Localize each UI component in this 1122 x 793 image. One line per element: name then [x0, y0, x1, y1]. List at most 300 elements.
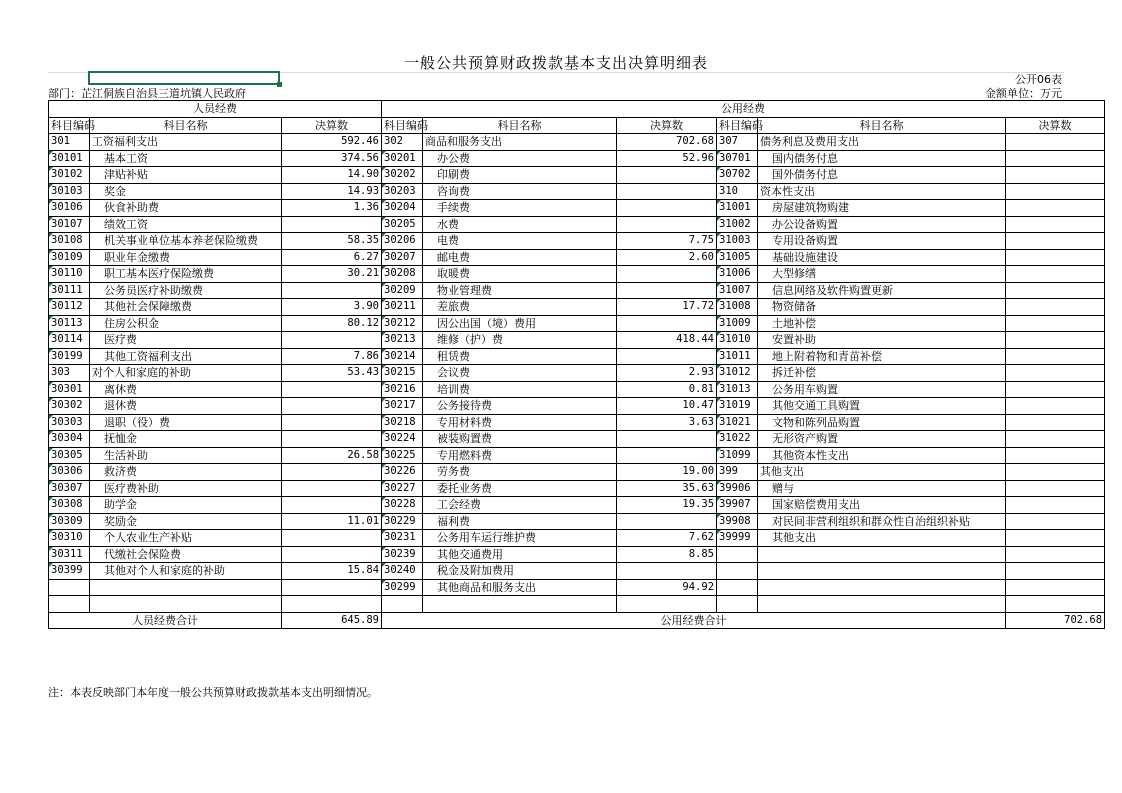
personnel-amount-cell[interactable] — [282, 464, 382, 481]
public-b-name-cell[interactable]: 资本性支出 — [758, 183, 1006, 200]
personnel-total-amount[interactable]: 645.89 — [282, 612, 382, 629]
personnel-code-cell[interactable] — [49, 579, 90, 596]
public-b-amount-cell[interactable] — [1006, 348, 1105, 365]
public-a-name-cell[interactable]: 公务用车运行维护费 — [423, 530, 617, 547]
public-b-name-cell[interactable]: 公务用车购置 — [758, 381, 1006, 398]
personnel-code-cell[interactable]: 30112 — [49, 299, 90, 316]
public-a-name-cell[interactable]: 取暖费 — [423, 266, 617, 283]
col-header-name: 科目名称 — [423, 117, 617, 134]
public-b-amount-cell[interactable] — [1006, 398, 1105, 415]
personnel-code-cell[interactable]: 30307 — [49, 480, 90, 497]
public-b-code-cell[interactable]: 307 — [717, 134, 758, 151]
personnel-name-cell[interactable]: 职业年金缴费 — [90, 249, 282, 266]
public-a-name-cell[interactable]: 其他商品和服务支出 — [423, 579, 617, 596]
public-a-amount-cell[interactable] — [617, 348, 717, 365]
public-a-amount-cell[interactable]: 8.85 — [617, 546, 717, 563]
public-b-name-cell[interactable]: 其他资本性支出 — [758, 447, 1006, 464]
table-row — [49, 596, 1105, 613]
personnel-code-cell[interactable]: 30113 — [49, 315, 90, 332]
public-a-code-cell[interactable]: 30212 — [382, 315, 423, 332]
public-a-code-cell[interactable]: 30228 — [382, 497, 423, 514]
personnel-code-cell[interactable]: 30102 — [49, 167, 90, 184]
public-b-amount-cell[interactable] — [1006, 480, 1105, 497]
public-b-amount-cell[interactable] — [1006, 596, 1105, 613]
personnel-code-cell[interactable]: 30308 — [49, 497, 90, 514]
public-a-amount-cell[interactable]: 19.00 — [617, 464, 717, 481]
public-a-amount-cell[interactable] — [617, 216, 717, 233]
public-a-name-cell[interactable]: 租赁费 — [423, 348, 617, 365]
public-b-name-cell[interactable]: 基础设施建设 — [758, 249, 1006, 266]
public-a-code-cell[interactable]: 30211 — [382, 299, 423, 316]
personnel-name-cell[interactable]: 津贴补贴 — [90, 167, 282, 184]
public-b-code-cell[interactable]: 31099 — [717, 447, 758, 464]
public-a-code-cell[interactable]: 30217 — [382, 398, 423, 415]
public-a-name-cell[interactable]: 其他交通费用 — [423, 546, 617, 563]
personnel-amount-cell[interactable] — [282, 530, 382, 547]
personnel-code-cell[interactable]: 30101 — [49, 150, 90, 167]
table-row — [49, 167, 1105, 184]
public-b-name-cell[interactable]: 国外债务付息 — [758, 167, 1006, 184]
public-a-amount-cell[interactable] — [617, 596, 717, 613]
personnel-code-cell[interactable]: 30399 — [49, 563, 90, 580]
public-a-name-cell[interactable]: 维修（护）费 — [423, 332, 617, 349]
public-a-name-cell[interactable]: 公务接待费 — [423, 398, 617, 415]
public-b-name-cell[interactable] — [758, 546, 1006, 563]
public-a-code-cell[interactable] — [382, 596, 423, 613]
personnel-amount-cell[interactable]: 30.21 — [282, 266, 382, 283]
personnel-code-cell[interactable]: 30103 — [49, 183, 90, 200]
personnel-name-cell[interactable]: 职工基本医疗保险缴费 — [90, 266, 282, 283]
table-row — [49, 365, 1105, 382]
personnel-amount-cell[interactable]: 14.93 — [282, 183, 382, 200]
personnel-amount-cell[interactable]: 14.90 — [282, 167, 382, 184]
public-a-amount-cell[interactable] — [617, 315, 717, 332]
public-b-name-cell[interactable]: 办公设备购置 — [758, 216, 1006, 233]
public-a-code-cell[interactable]: 30299 — [382, 579, 423, 596]
personnel-code-cell[interactable]: 30301 — [49, 381, 90, 398]
public-a-code-cell[interactable]: 30206 — [382, 233, 423, 250]
public-a-amount-cell[interactable]: 2.93 — [617, 365, 717, 382]
public-b-amount-cell[interactable] — [1006, 497, 1105, 514]
public-b-code-cell[interactable]: 39907 — [717, 497, 758, 514]
public-total-amount[interactable]: 702.68 — [1006, 612, 1105, 629]
public-a-amount-cell[interactable]: 702.68 — [617, 134, 717, 151]
public-total-label: 公用经费合计 — [382, 612, 1006, 629]
personnel-name-cell[interactable]: 住房公积金 — [90, 315, 282, 332]
public-a-amount-cell[interactable] — [617, 563, 717, 580]
public-b-code-cell[interactable]: 30701 — [717, 150, 758, 167]
public-b-name-cell[interactable]: 国内债务付息 — [758, 150, 1006, 167]
public-a-amount-cell[interactable] — [617, 183, 717, 200]
table-row — [49, 579, 1105, 596]
public-a-amount-cell[interactable]: 94.92 — [617, 579, 717, 596]
public-a-name-cell[interactable]: 电费 — [423, 233, 617, 250]
public-b-amount-cell[interactable] — [1006, 563, 1105, 580]
personnel-code-cell[interactable]: 30304 — [49, 431, 90, 448]
public-b-name-cell[interactable]: 其他交通工具购置 — [758, 398, 1006, 415]
public-b-name-cell[interactable]: 信息网络及软件购置更新 — [758, 282, 1006, 299]
public-a-name-cell[interactable]: 被装购置费 — [423, 431, 617, 448]
table-row — [49, 513, 1105, 530]
table-row — [49, 497, 1105, 514]
public-a-amount-cell[interactable]: 418.44 — [617, 332, 717, 349]
personnel-name-cell[interactable]: 医疗费补助 — [90, 480, 282, 497]
personnel-code-cell[interactable]: 301 — [49, 134, 90, 151]
personnel-code-cell[interactable]: 30110 — [49, 266, 90, 283]
personnel-name-cell[interactable]: 其他对个人和家庭的补助 — [90, 563, 282, 580]
public-a-name-cell[interactable]: 咨询费 — [423, 183, 617, 200]
personnel-name-cell[interactable]: 抚恤金 — [90, 431, 282, 448]
table-number: 公开06表 — [1015, 73, 1062, 86]
personnel-name-cell[interactable]: 个人农业生产补贴 — [90, 530, 282, 547]
public-a-name-cell[interactable]: 专用燃料费 — [423, 447, 617, 464]
public-b-amount-cell[interactable] — [1006, 249, 1105, 266]
table-row — [49, 332, 1105, 349]
personnel-amount-cell[interactable]: 3.90 — [282, 299, 382, 316]
public-b-amount-cell[interactable] — [1006, 464, 1105, 481]
personnel-name-cell[interactable]: 其他社会保障缴费 — [90, 299, 282, 316]
public-b-amount-cell[interactable] — [1006, 431, 1105, 448]
public-b-name-cell[interactable]: 物资储备 — [758, 299, 1006, 316]
public-a-code-cell[interactable]: 302 — [382, 134, 423, 151]
public-a-code-cell[interactable]: 30218 — [382, 414, 423, 431]
col-header-amount: 决算数 — [282, 117, 382, 134]
public-b-amount-cell[interactable] — [1006, 315, 1105, 332]
public-b-name-cell[interactable]: 对民间非营利组织和群众性自治组织补贴 — [758, 513, 1006, 530]
public-a-code-cell[interactable]: 30207 — [382, 249, 423, 266]
public-b-name-cell[interactable]: 债务利息及费用支出 — [758, 134, 1006, 151]
table-row — [49, 414, 1105, 431]
public-a-code-cell[interactable]: 30201 — [382, 150, 423, 167]
public-b-name-cell[interactable]: 文物和陈列品购置 — [758, 414, 1006, 431]
public-b-amount-cell[interactable] — [1006, 233, 1105, 250]
personnel-amount-cell[interactable]: 58.35 — [282, 233, 382, 250]
public-b-code-cell[interactable]: 31001 — [717, 200, 758, 217]
totals-row — [49, 612, 1105, 629]
personnel-amount-cell[interactable]: 374.56 — [282, 150, 382, 167]
public-a-name-cell[interactable]: 办公费 — [423, 150, 617, 167]
public-a-name-cell[interactable]: 工会经费 — [423, 497, 617, 514]
personnel-amount-cell[interactable] — [282, 332, 382, 349]
public-a-code-cell[interactable]: 30215 — [382, 365, 423, 382]
public-b-name-cell[interactable]: 房屋建筑物购建 — [758, 200, 1006, 217]
public-b-name-cell[interactable]: 大型修缮 — [758, 266, 1006, 283]
public-a-code-cell[interactable]: 30240 — [382, 563, 423, 580]
table-number-row — [48, 73, 1064, 86]
personnel-amount-cell[interactable] — [282, 546, 382, 563]
public-b-code-cell[interactable] — [717, 563, 758, 580]
personnel-code-cell[interactable]: 30199 — [49, 348, 90, 365]
public-b-code-cell[interactable]: 31019 — [717, 398, 758, 415]
public-a-amount-cell[interactable]: 7.75 — [617, 233, 717, 250]
public-a-amount-cell[interactable]: 7.62 — [617, 530, 717, 547]
public-b-amount-cell[interactable] — [1006, 167, 1105, 184]
personnel-name-cell[interactable]: 救济费 — [90, 464, 282, 481]
personnel-amount-cell[interactable]: 1.36 — [282, 200, 382, 217]
public-a-name-cell[interactable]: 福利费 — [423, 513, 617, 530]
public-a-amount-cell[interactable]: 17.72 — [617, 299, 717, 316]
public-b-code-cell[interactable]: 31021 — [717, 414, 758, 431]
personnel-name-cell[interactable]: 其他工资福利支出 — [90, 348, 282, 365]
table-row — [49, 200, 1105, 217]
public-b-code-cell[interactable]: 31009 — [717, 315, 758, 332]
public-a-amount-cell[interactable]: 52.96 — [617, 150, 717, 167]
public-a-code-cell[interactable]: 30202 — [382, 167, 423, 184]
personnel-code-cell[interactable]: 30109 — [49, 249, 90, 266]
table-row — [49, 249, 1105, 266]
personnel-name-cell[interactable]: 退职（役）费 — [90, 414, 282, 431]
personnel-amount-cell[interactable] — [282, 431, 382, 448]
public-a-name-cell[interactable]: 印刷费 — [423, 167, 617, 184]
public-a-name-cell[interactable] — [423, 596, 617, 613]
public-a-name-cell[interactable]: 差旅费 — [423, 299, 617, 316]
personnel-code-cell[interactable]: 30305 — [49, 447, 90, 464]
public-b-code-cell[interactable] — [717, 596, 758, 613]
personnel-code-cell[interactable]: 30111 — [49, 282, 90, 299]
public-a-code-cell[interactable]: 30209 — [382, 282, 423, 299]
public-a-name-cell[interactable]: 会议费 — [423, 365, 617, 382]
personnel-amount-cell[interactable] — [282, 596, 382, 613]
public-b-amount-cell[interactable] — [1006, 200, 1105, 217]
personnel-name-cell[interactable]: 奖金 — [90, 183, 282, 200]
public-b-name-cell[interactable]: 地上附着物和青苗补偿 — [758, 348, 1006, 365]
col-header-code: 科目编码 — [717, 117, 758, 134]
public-b-amount-cell[interactable] — [1006, 266, 1105, 283]
public-a-name-cell[interactable]: 专用材料费 — [423, 414, 617, 431]
table-row — [49, 299, 1105, 316]
public-b-amount-cell[interactable] — [1006, 134, 1105, 151]
public-b-code-cell[interactable]: 31005 — [717, 249, 758, 266]
public-a-code-cell[interactable]: 30231 — [382, 530, 423, 547]
public-b-name-cell[interactable]: 土地补偿 — [758, 315, 1006, 332]
personnel-name-cell[interactable]: 公务员医疗补助缴费 — [90, 282, 282, 299]
public-a-code-cell[interactable]: 30216 — [382, 381, 423, 398]
personnel-name-cell[interactable]: 奖励金 — [90, 513, 282, 530]
public-a-amount-cell[interactable]: 19.35 — [617, 497, 717, 514]
personnel-amount-cell[interactable]: 7.86 — [282, 348, 382, 365]
public-a-amount-cell[interactable] — [617, 266, 717, 283]
table-row — [49, 530, 1105, 547]
personnel-amount-cell[interactable]: 592.46 — [282, 134, 382, 151]
personnel-name-cell[interactable]: 助学金 — [90, 497, 282, 514]
public-b-code-cell[interactable]: 39908 — [717, 513, 758, 530]
personnel-code-cell[interactable]: 30108 — [49, 233, 90, 250]
public-b-code-cell[interactable]: 31002 — [717, 216, 758, 233]
personnel-amount-cell[interactable]: 6.27 — [282, 249, 382, 266]
public-a-name-cell[interactable]: 手续费 — [423, 200, 617, 217]
personnel-code-cell[interactable]: 30311 — [49, 546, 90, 563]
public-a-amount-cell[interactable] — [617, 513, 717, 530]
personnel-name-cell[interactable]: 对个人和家庭的补助 — [90, 365, 282, 382]
public-b-code-cell[interactable]: 399 — [717, 464, 758, 481]
personnel-amount-cell[interactable]: 11.01 — [282, 513, 382, 530]
public-a-name-cell[interactable]: 邮电费 — [423, 249, 617, 266]
table-body — [49, 134, 1105, 613]
table-row — [49, 381, 1105, 398]
public-b-code-cell[interactable]: 30702 — [717, 167, 758, 184]
public-a-name-cell[interactable]: 培训费 — [423, 381, 617, 398]
table-row — [49, 134, 1105, 151]
report-title: 一般公共预算财政拨款基本支出决算明细表 — [403, 54, 708, 72]
personnel-amount-cell[interactable] — [282, 216, 382, 233]
personnel-amount-cell[interactable] — [282, 579, 382, 596]
public-b-code-cell[interactable]: 31008 — [717, 299, 758, 316]
public-a-amount-cell[interactable] — [617, 431, 717, 448]
personnel-name-cell[interactable]: 绩效工资 — [90, 216, 282, 233]
public-a-name-cell[interactable]: 劳务费 — [423, 464, 617, 481]
public-b-code-cell[interactable]: 31013 — [717, 381, 758, 398]
table-row — [49, 546, 1105, 563]
personnel-name-cell[interactable]: 医疗费 — [90, 332, 282, 349]
col-header-name: 科目名称 — [90, 117, 282, 134]
personnel-total-label: 人员经费合计 — [49, 612, 282, 629]
col-header-code: 科目编码 — [49, 117, 90, 134]
public-b-name-cell[interactable]: 拆迁补偿 — [758, 365, 1006, 382]
personnel-amount-cell[interactable]: 80.12 — [282, 315, 382, 332]
public-a-code-cell[interactable]: 30225 — [382, 447, 423, 464]
public-b-code-cell[interactable]: 31012 — [717, 365, 758, 382]
public-b-code-cell[interactable]: 31006 — [717, 266, 758, 283]
public-b-name-cell[interactable] — [758, 579, 1006, 596]
public-b-name-cell[interactable] — [758, 596, 1006, 613]
public-a-code-cell[interactable]: 30239 — [382, 546, 423, 563]
public-b-amount-cell[interactable] — [1006, 414, 1105, 431]
table-row — [49, 348, 1105, 365]
public-a-amount-cell[interactable]: 3.63 — [617, 414, 717, 431]
personnel-amount-cell[interactable]: 53.43 — [282, 365, 382, 382]
personnel-code-cell[interactable]: 30114 — [49, 332, 90, 349]
public-a-amount-cell[interactable] — [617, 447, 717, 464]
public-a-code-cell[interactable]: 30224 — [382, 431, 423, 448]
public-b-name-cell[interactable]: 国家赔偿费用支出 — [758, 497, 1006, 514]
public-a-amount-cell[interactable]: 35.63 — [617, 480, 717, 497]
table-row — [49, 431, 1105, 448]
personnel-name-cell[interactable] — [90, 579, 282, 596]
public-b-code-cell[interactable]: 39999 — [717, 530, 758, 547]
public-a-name-cell[interactable]: 因公出国（境）费用 — [423, 315, 617, 332]
public-a-code-cell[interactable]: 30208 — [382, 266, 423, 283]
personnel-code-cell[interactable]: 30302 — [49, 398, 90, 415]
public-a-amount-cell[interactable] — [617, 167, 717, 184]
public-b-code-cell[interactable]: 31011 — [717, 348, 758, 365]
personnel-name-cell[interactable]: 生活补助 — [90, 447, 282, 464]
public-b-code-cell[interactable]: 31007 — [717, 282, 758, 299]
public-a-code-cell[interactable]: 30229 — [382, 513, 423, 530]
table-row — [49, 183, 1105, 200]
public-a-amount-cell[interactable]: 10.47 — [617, 398, 717, 415]
personnel-code-cell[interactable]: 30306 — [49, 464, 90, 481]
public-b-code-cell[interactable]: 31010 — [717, 332, 758, 349]
public-b-amount-cell[interactable] — [1006, 530, 1105, 547]
personnel-code-cell[interactable]: 30310 — [49, 530, 90, 547]
personnel-code-cell[interactable]: 30303 — [49, 414, 90, 431]
public-b-amount-cell[interactable] — [1006, 183, 1105, 200]
public-b-name-cell[interactable]: 专用设备购置 — [758, 233, 1006, 250]
public-b-name-cell[interactable]: 赠与 — [758, 480, 1006, 497]
public-b-name-cell[interactable] — [758, 563, 1006, 580]
public-b-name-cell[interactable]: 安置补助 — [758, 332, 1006, 349]
personnel-name-cell[interactable]: 工资福利支出 — [90, 134, 282, 151]
public-b-amount-cell[interactable] — [1006, 546, 1105, 563]
table-row — [49, 398, 1105, 415]
personnel-code-cell[interactable]: 30107 — [49, 216, 90, 233]
personnel-name-cell[interactable]: 伙食补助费 — [90, 200, 282, 217]
public-a-code-cell[interactable]: 30203 — [382, 183, 423, 200]
public-b-name-cell[interactable]: 其他支出 — [758, 530, 1006, 547]
public-b-code-cell[interactable] — [717, 579, 758, 596]
public-a-amount-cell[interactable] — [617, 282, 717, 299]
public-b-amount-cell[interactable] — [1006, 282, 1105, 299]
public-a-amount-cell[interactable] — [617, 200, 717, 217]
public-a-name-cell[interactable]: 物业管理费 — [423, 282, 617, 299]
personnel-name-cell[interactable]: 离休费 — [90, 381, 282, 398]
public-b-amount-cell[interactable] — [1006, 447, 1105, 464]
public-b-amount-cell[interactable] — [1006, 365, 1105, 382]
personnel-name-cell[interactable]: 机关事业单位基本养老保险缴费 — [90, 233, 282, 250]
personnel-amount-cell[interactable] — [282, 497, 382, 514]
personnel-name-cell[interactable]: 代缴社会保险费 — [90, 546, 282, 563]
public-b-code-cell[interactable] — [717, 546, 758, 563]
public-b-name-cell[interactable]: 其他支出 — [758, 464, 1006, 481]
public-a-code-cell[interactable]: 30226 — [382, 464, 423, 481]
personnel-amount-cell[interactable] — [282, 414, 382, 431]
public-b-amount-cell[interactable] — [1006, 579, 1105, 596]
public-a-name-cell[interactable]: 商品和服务支出 — [423, 134, 617, 151]
public-a-code-cell[interactable]: 30227 — [382, 480, 423, 497]
table-row — [49, 315, 1105, 332]
personnel-code-cell[interactable]: 30309 — [49, 513, 90, 530]
personnel-name-cell[interactable] — [90, 596, 282, 613]
public-b-amount-cell[interactable] — [1006, 381, 1105, 398]
personnel-name-cell[interactable]: 退休费 — [90, 398, 282, 415]
personnel-code-cell[interactable] — [49, 596, 90, 613]
personnel-amount-cell[interactable] — [282, 480, 382, 497]
personnel-amount-cell[interactable]: 26.58 — [282, 447, 382, 464]
department-row — [48, 87, 1064, 100]
personnel-code-cell[interactable]: 30106 — [49, 200, 90, 217]
public-a-name-cell[interactable]: 水费 — [423, 216, 617, 233]
personnel-name-cell[interactable]: 基本工资 — [90, 150, 282, 167]
public-a-name-cell[interactable]: 税金及附加费用 — [423, 563, 617, 580]
public-b-amount-cell[interactable] — [1006, 513, 1105, 530]
public-b-name-cell[interactable]: 无形资产购置 — [758, 431, 1006, 448]
public-a-amount-cell[interactable]: 0.81 — [617, 381, 717, 398]
personnel-amount-cell[interactable] — [282, 398, 382, 415]
public-a-code-cell[interactable]: 30213 — [382, 332, 423, 349]
personnel-amount-cell[interactable] — [282, 282, 382, 299]
public-b-amount-cell[interactable] — [1006, 299, 1105, 316]
table-row — [49, 282, 1105, 299]
public-b-amount-cell[interactable] — [1006, 332, 1105, 349]
public-b-code-cell[interactable]: 310 — [717, 183, 758, 200]
personnel-amount-cell[interactable] — [282, 381, 382, 398]
public-a-code-cell[interactable]: 30204 — [382, 200, 423, 217]
expenditure-table — [48, 100, 1105, 629]
public-a-name-cell[interactable]: 委托业务费 — [423, 480, 617, 497]
col-header-name: 科目名称 — [758, 117, 1006, 134]
public-b-code-cell[interactable]: 39906 — [717, 480, 758, 497]
department-label: 部门：芷江侗族自治县三道坑镇人民政府 — [48, 87, 246, 100]
public-a-code-cell[interactable]: 30205 — [382, 216, 423, 233]
personnel-code-cell[interactable]: 303 — [49, 365, 90, 382]
public-a-code-cell[interactable]: 30214 — [382, 348, 423, 365]
personnel-amount-cell[interactable]: 15.84 — [282, 563, 382, 580]
public-a-amount-cell[interactable]: 2.60 — [617, 249, 717, 266]
public-b-amount-cell[interactable] — [1006, 216, 1105, 233]
public-b-code-cell[interactable]: 31003 — [717, 233, 758, 250]
public-b-amount-cell[interactable] — [1006, 150, 1105, 167]
public-b-code-cell[interactable]: 31022 — [717, 431, 758, 448]
